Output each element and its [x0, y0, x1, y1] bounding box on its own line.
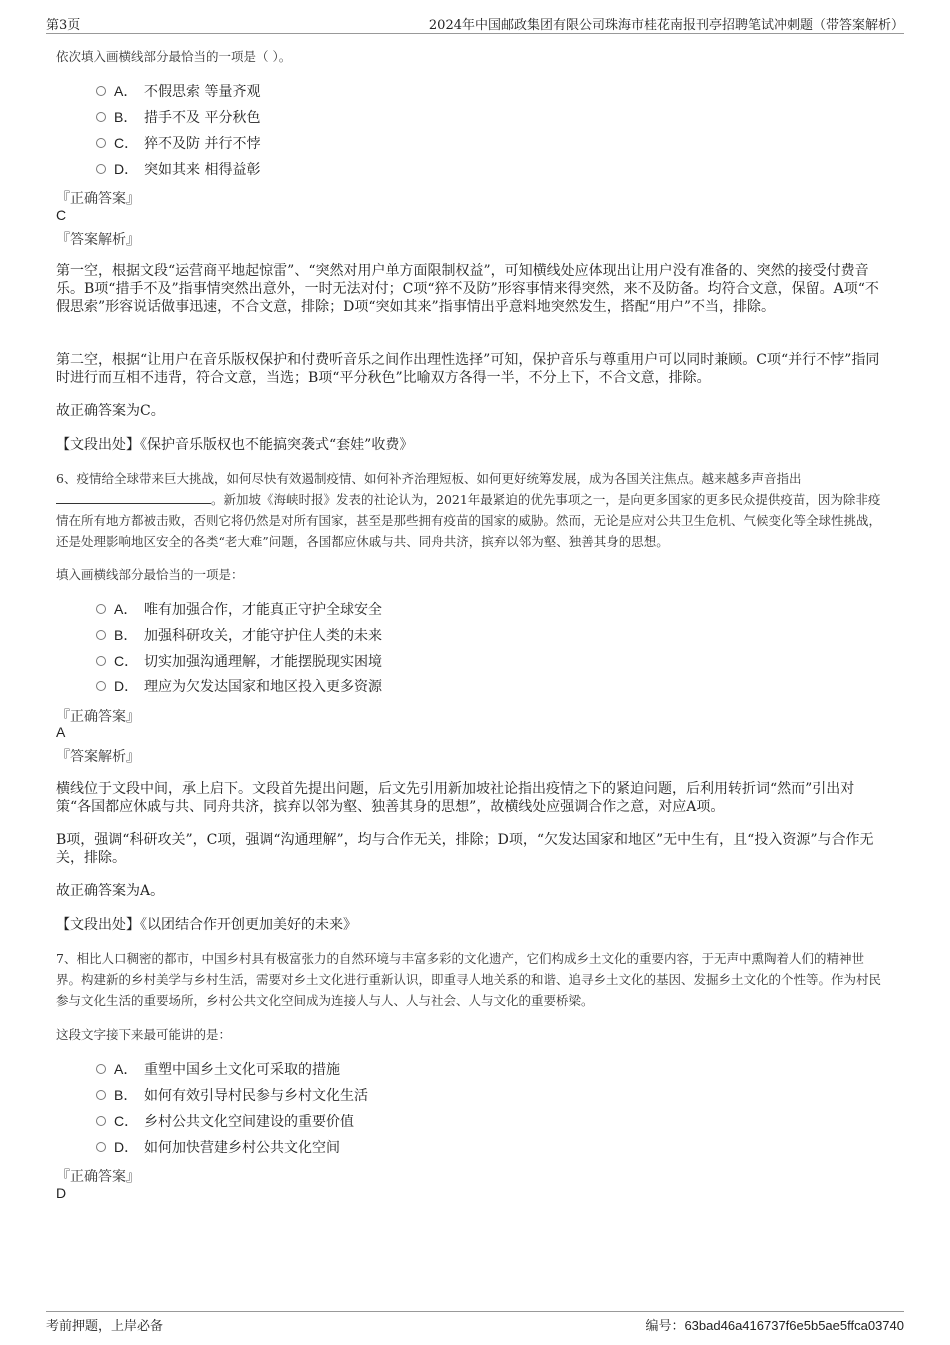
q5-answer-label: 『正确答案』: [56, 191, 140, 207]
radio-icon[interactable]: [96, 1116, 106, 1126]
radio-icon[interactable]: [96, 1090, 106, 1100]
q6-stem: 6、疫情给全球带来巨大挑战，如何尽快有效遏制疫情、如何补齐治理短板、如何更好统筹发展，成为各国关注焦点。越来越多声音指出。新加坡《海峡时报》发表的社论认为，2021年最紧迫的优先事项之一，是向更多国家的更多民众提供疫苗，因为除非疫情在所有地方都被击败，否则它将仍然是对所有国家，甚至是那些拥有疫苗的国家的威胁。然而，无论是应对公共卫生危机、气候变化等全球性挑战，还是处理影响地区安全的各类“老大难”问题，各国都应休戚与共、同舟共济，摈弃以邻为壑、独善其身的思想。: [56, 471, 882, 549]
q7-answer: D: [56, 1185, 67, 1201]
q5-analysis-1: 第一空，根据文段“运营商平地起惊雷”、“突然对用户单方面限制权益”，可知横线处应体现出让用户没有准备的、突然的接受付费音乐。B项“措手不及”指事情突然出意外，一时无法对付；C项“猝不及防”形容事情来得突然，来不及防备。均符合文意，保留。A项“不假思索”形容说话做事迅速，不合文意，排除；D项“突如其来”指事情出乎意料地突然发生，搭配“用户”不当，排除。: [56, 263, 879, 315]
q7-option-c[interactable]: C． 乡村公共文化空间建设的重要价值: [96, 1111, 354, 1131]
q7-option-b[interactable]: B． 如何有效引导村民参与乡村文化生活: [96, 1085, 368, 1105]
radio-icon[interactable]: [96, 656, 106, 666]
q5-analysis-3: 故正确答案为C。: [56, 403, 165, 419]
radio-icon[interactable]: [96, 112, 106, 122]
radio-icon[interactable]: [96, 630, 106, 640]
q5-analysis-label: 『答案解析』: [56, 232, 140, 248]
q5-option-d[interactable]: D． 突如其来 相得益彰: [96, 159, 260, 179]
document-title: 2024年中国邮政集团有限公司珠海市桂花南报刊亭招聘笔试冲刺题（带答案解析）: [428, 18, 904, 33]
q6-option-b[interactable]: B． 加强科研攻关，才能守护住人类的未来: [96, 625, 382, 645]
q5-source: 【文段出处】《保护音乐版权也不能搞突袭式“套娃”收费》: [56, 437, 414, 453]
q5-prompt: 依次填入画横线部分最恰当的一项是（ ）。: [56, 49, 292, 64]
footer-code: 编号：63bad46a416737f6e5b5ae5ffca03740: [645, 1318, 904, 1334]
q7-option-d[interactable]: D． 如何加快营建乡村公共文化空间: [96, 1137, 340, 1157]
q6-analysis-3: 故正确答案为A。: [56, 883, 165, 899]
q5-option-a[interactable]: A． 不假思索 等量齐观: [96, 81, 260, 101]
q6-analysis-1: 横线位于文段中间，承上启下。文段首先提出问题，后文先引用新加坡社论指出疫情之下的紧迫问题，后利用转折词“然而”引出对策“各国都应休戚与共、同舟共济，摈弃以邻为壑、独善其身的思想”，故横线处应强调合作之意，对应A项。: [56, 781, 855, 815]
page-footer: [46, 1311, 904, 1334]
answer-blank: [56, 492, 211, 504]
q6-analysis-2: B项，强调“科研攻关”，C项，强调“沟通理解”，均与合作无关，排除；D项，“欠发达国家和地区”无中生有，且“投入资源”与合作无关，排除。: [56, 832, 874, 866]
radio-icon[interactable]: [96, 164, 106, 174]
q7-prompt: 这段文字接下来最可能讲的是：: [56, 1027, 232, 1042]
page-header: [46, 14, 904, 34]
q6-option-a[interactable]: A． 唯有加强合作，才能真正守护全球安全: [96, 599, 382, 619]
radio-icon[interactable]: [96, 604, 106, 614]
q6-answer: A: [56, 724, 66, 740]
footer-slogan: 考前押题，上岸必备: [46, 1319, 164, 1334]
q7-stem: 7、相比人口稠密的都市，中国乡村具有极富张力的自然环境与丰富多彩的文化遗产，它们构成乡土文化的重要内容，于无声中熏陶着人们的精神世界。构建新的乡村美学与乡村生活，需要对乡土文化进行重新认识，即重寻人地关系的和谐、追寻乡土文化的基因、发掘乡土文化的个性等。作为村民参与文化生活的重要场所，乡村公共文化空间成为连接人与人、人与社会、人与文化的重要桥梁。: [56, 951, 882, 1008]
radio-icon[interactable]: [96, 681, 106, 691]
q5-answer: C: [56, 207, 67, 223]
q7-option-a[interactable]: A． 重塑中国乡土文化可采取的措施: [96, 1059, 340, 1079]
q5-option-c[interactable]: C． 猝不及防 并行不悖: [96, 133, 260, 153]
page-number: 第3页: [46, 18, 81, 33]
q6-prompt: 填入画横线部分最恰当的一项是：: [56, 567, 244, 582]
q6-answer-label: 『正确答案』: [56, 709, 140, 725]
q6-analysis-label: 『答案解析』: [56, 749, 140, 765]
q6-source: 【文段出处】《以团结合作开创更加美好的未来》: [56, 917, 357, 933]
q5-option-b[interactable]: B． 措手不及 平分秋色: [96, 107, 260, 127]
radio-icon[interactable]: [96, 86, 106, 96]
radio-icon[interactable]: [96, 138, 106, 148]
radio-icon[interactable]: [96, 1142, 106, 1152]
q6-option-d[interactable]: D． 理应为欠发达国家和地区投入更多资源: [96, 676, 382, 696]
q7-answer-label: 『正确答案』: [56, 1169, 140, 1185]
q6-option-c[interactable]: C． 切实加强沟通理解，才能摆脱现实困境: [96, 651, 382, 671]
radio-icon[interactable]: [96, 1064, 106, 1074]
q5-analysis-2: 第二空，根据“让用户在音乐版权保护和付费听音乐之间作出理性选择”可知，保护音乐与尊重用户可以同时兼顾。C项“并行不悖”指同时进行而互相不违背，符合文意，当选；B项“平分秋色”比喻双方各得一半，不分上下，不合文意，排除。: [56, 352, 880, 386]
